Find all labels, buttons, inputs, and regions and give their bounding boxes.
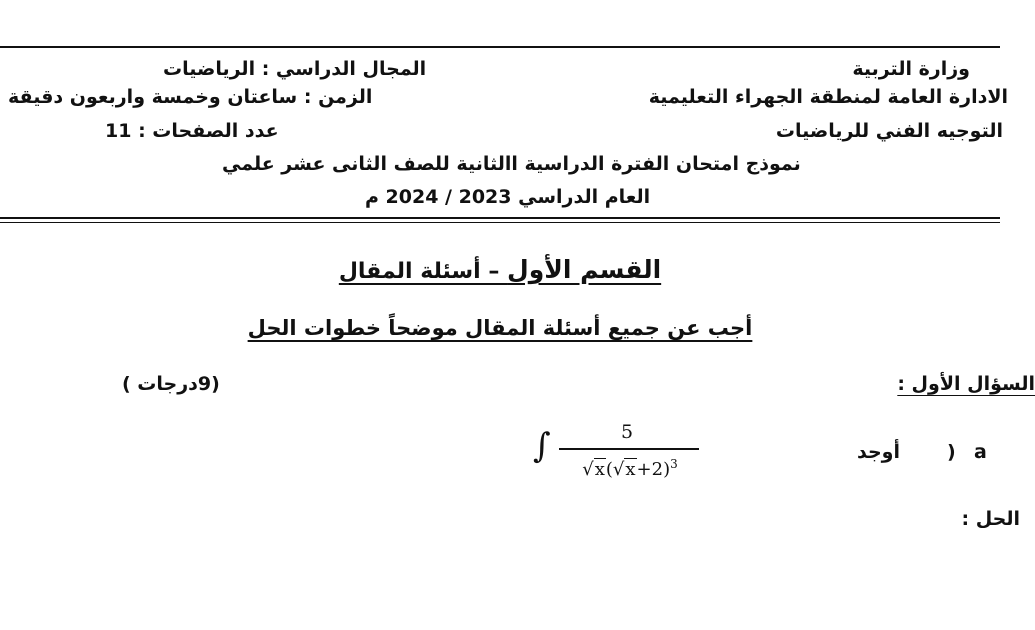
- department-name: التوجيه الفني للرياضيات: [775, 120, 1003, 142]
- top-rule: [0, 46, 1000, 48]
- exam-duration: الزمن : ساعتان وخمسة واربعون دقيقة: [8, 86, 373, 108]
- denominator-exponent: 3: [670, 457, 678, 471]
- fraction-numerator: 5: [620, 421, 634, 443]
- page-count: عدد الصفحات : 11: [105, 120, 279, 142]
- radicand-1: x: [594, 459, 605, 480]
- section-instruction: [0, 316, 1000, 340]
- exam-title: نموذج امتحان الفترة الدراسية االثانية للصف الثانى عشر علمي: [222, 153, 801, 175]
- integral-sign: ∫: [533, 426, 551, 466]
- section-title-sub: – أسئلة المقال: [338, 259, 508, 284]
- fraction-bar: [559, 448, 699, 450]
- header-rule-thick: [0, 217, 1000, 219]
- find-verb: أوجد: [857, 441, 900, 463]
- question-label: [897, 372, 1035, 396]
- section-title-main: القسم الأول: [507, 255, 662, 284]
- section-title: [0, 256, 1000, 286]
- denominator-tail: +2): [636, 459, 671, 480]
- radicand-2: x: [625, 459, 636, 480]
- fraction-denominator: $√x(√x+2)^3$: [582, 457, 678, 480]
- ministry-name: وزارة التربية: [852, 58, 970, 80]
- instruction-text: أجب عن جميع أسئلة المقال موضحاً خطوات الحل: [247, 316, 753, 340]
- integral-expression: [533, 418, 703, 482]
- question-label-text: السؤال الأول :: [897, 373, 1035, 395]
- header-rule-thin: [0, 222, 1000, 223]
- question-marks: (9درجات ): [122, 373, 220, 395]
- subject-field: المجال الدراسي : الرياضيات: [163, 58, 427, 80]
- academic-year: العام الدراسي 2023 / 2024 م: [365, 186, 651, 208]
- part-letter: a: [974, 441, 987, 463]
- directorate-name: الادارة العامة لمنطقة الجهراء التعليمية: [648, 86, 1008, 108]
- solution-label: الحل :: [961, 508, 1020, 530]
- part-paren: ): [947, 441, 956, 463]
